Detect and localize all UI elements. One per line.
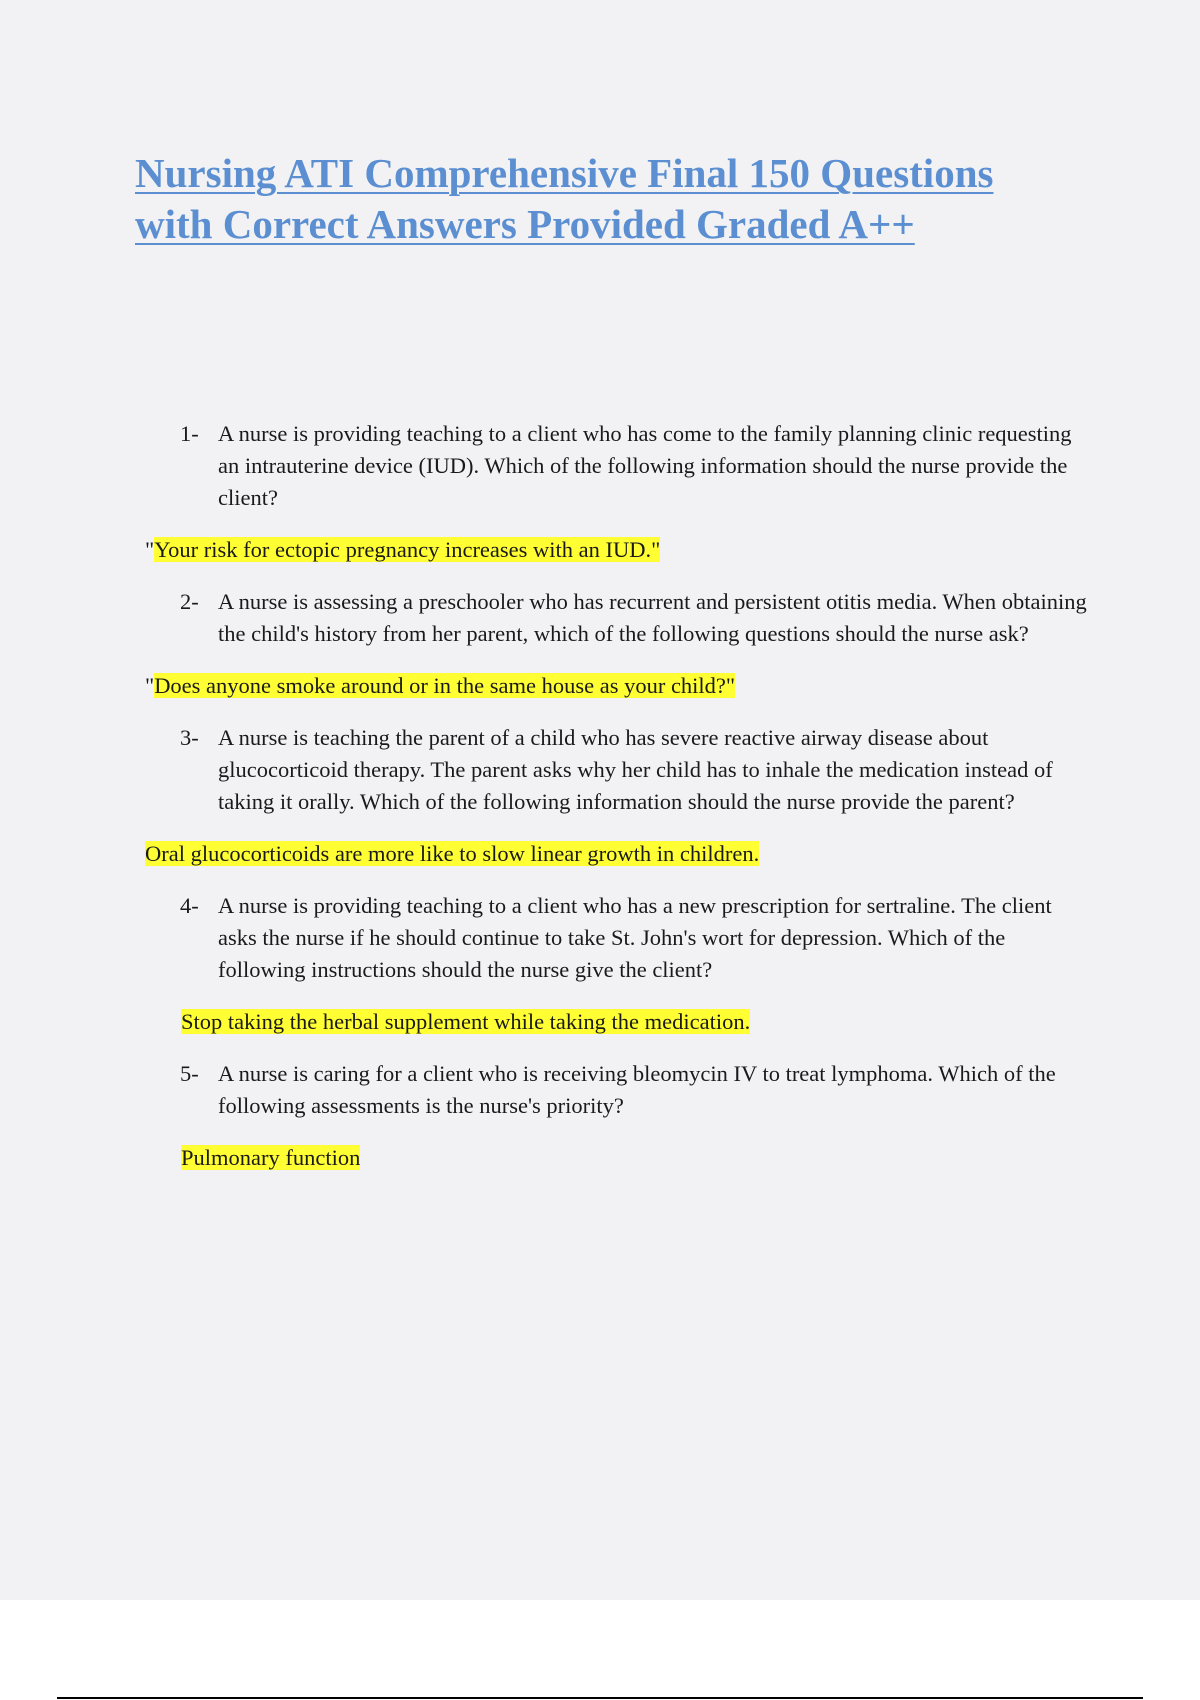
question-text: A nurse is teaching the parent of a child who has severe reactive airway disease about glucocorticoid therapy. The parent asks why her child has to inhale the medication instead of taking it orally. Which of the following information should the nurse provide the parent? — [218, 725, 1053, 814]
question-text: A nurse is assessing a preschooler who has recurrent and persistent otitis media. When obtaining the child's history from her parent, which of the following questions should the nurse ask? — [218, 589, 1087, 646]
question-number: 5- — [180, 1061, 199, 1086]
title-line-1: Nursing ATI Comprehensive Final 150 Questions — [135, 150, 994, 196]
answer-3 — [0, 838, 1200, 870]
answer-quote: " — [145, 673, 155, 698]
answer-text: Your risk for ectopic pregnancy increases with an IUD." — [154, 537, 661, 562]
question-1 — [0, 418, 1200, 514]
question-2 — [0, 586, 1200, 650]
answer-text: Does anyone smoke around or in the same house as your child?" — [154, 673, 736, 698]
footer-divider — [57, 1697, 1143, 1699]
answer-1 — [0, 534, 1200, 566]
answer-text: Oral glucocorticoids are more like to slow linear growth in children. — [145, 841, 760, 866]
question-number: 4- — [180, 893, 199, 918]
question-text: A nurse is caring for a client who is receiving bleomycin IV to treat lymphoma. Which of the following assessments is the nurse's priority? — [218, 1061, 1056, 1118]
question-number: 2- — [180, 589, 199, 614]
title-line-2: with Correct Answers Provided Graded A++ — [135, 201, 915, 247]
answer-5 — [0, 1142, 1200, 1174]
question-4 — [0, 890, 1200, 986]
question-number: 3- — [180, 725, 199, 750]
question-text: A nurse is providing teaching to a client who has come to the family planning clinic requesting an intrauterine device (IUD). Which of the following information should the nurse provide the client? — [218, 421, 1072, 510]
answer-text: Stop taking the herbal supplement while taking the medication. — [181, 1009, 751, 1034]
answer-quote: " — [145, 537, 155, 562]
question-text: A nurse is providing teaching to a client who has a new prescription for sertraline. The client asks the nurse if he should continue to take St. John's wort for depression. Which of the following instructions should the nurse give the client? — [218, 893, 1052, 982]
document-title — [135, 148, 1095, 250]
question-number: 1- — [180, 421, 199, 446]
answer-4 — [0, 1006, 1200, 1038]
question-list — [0, 418, 1200, 1194]
answer-text: Pulmonary function — [181, 1145, 361, 1170]
question-5 — [0, 1058, 1200, 1122]
question-3 — [0, 722, 1200, 818]
answer-2 — [0, 670, 1200, 702]
